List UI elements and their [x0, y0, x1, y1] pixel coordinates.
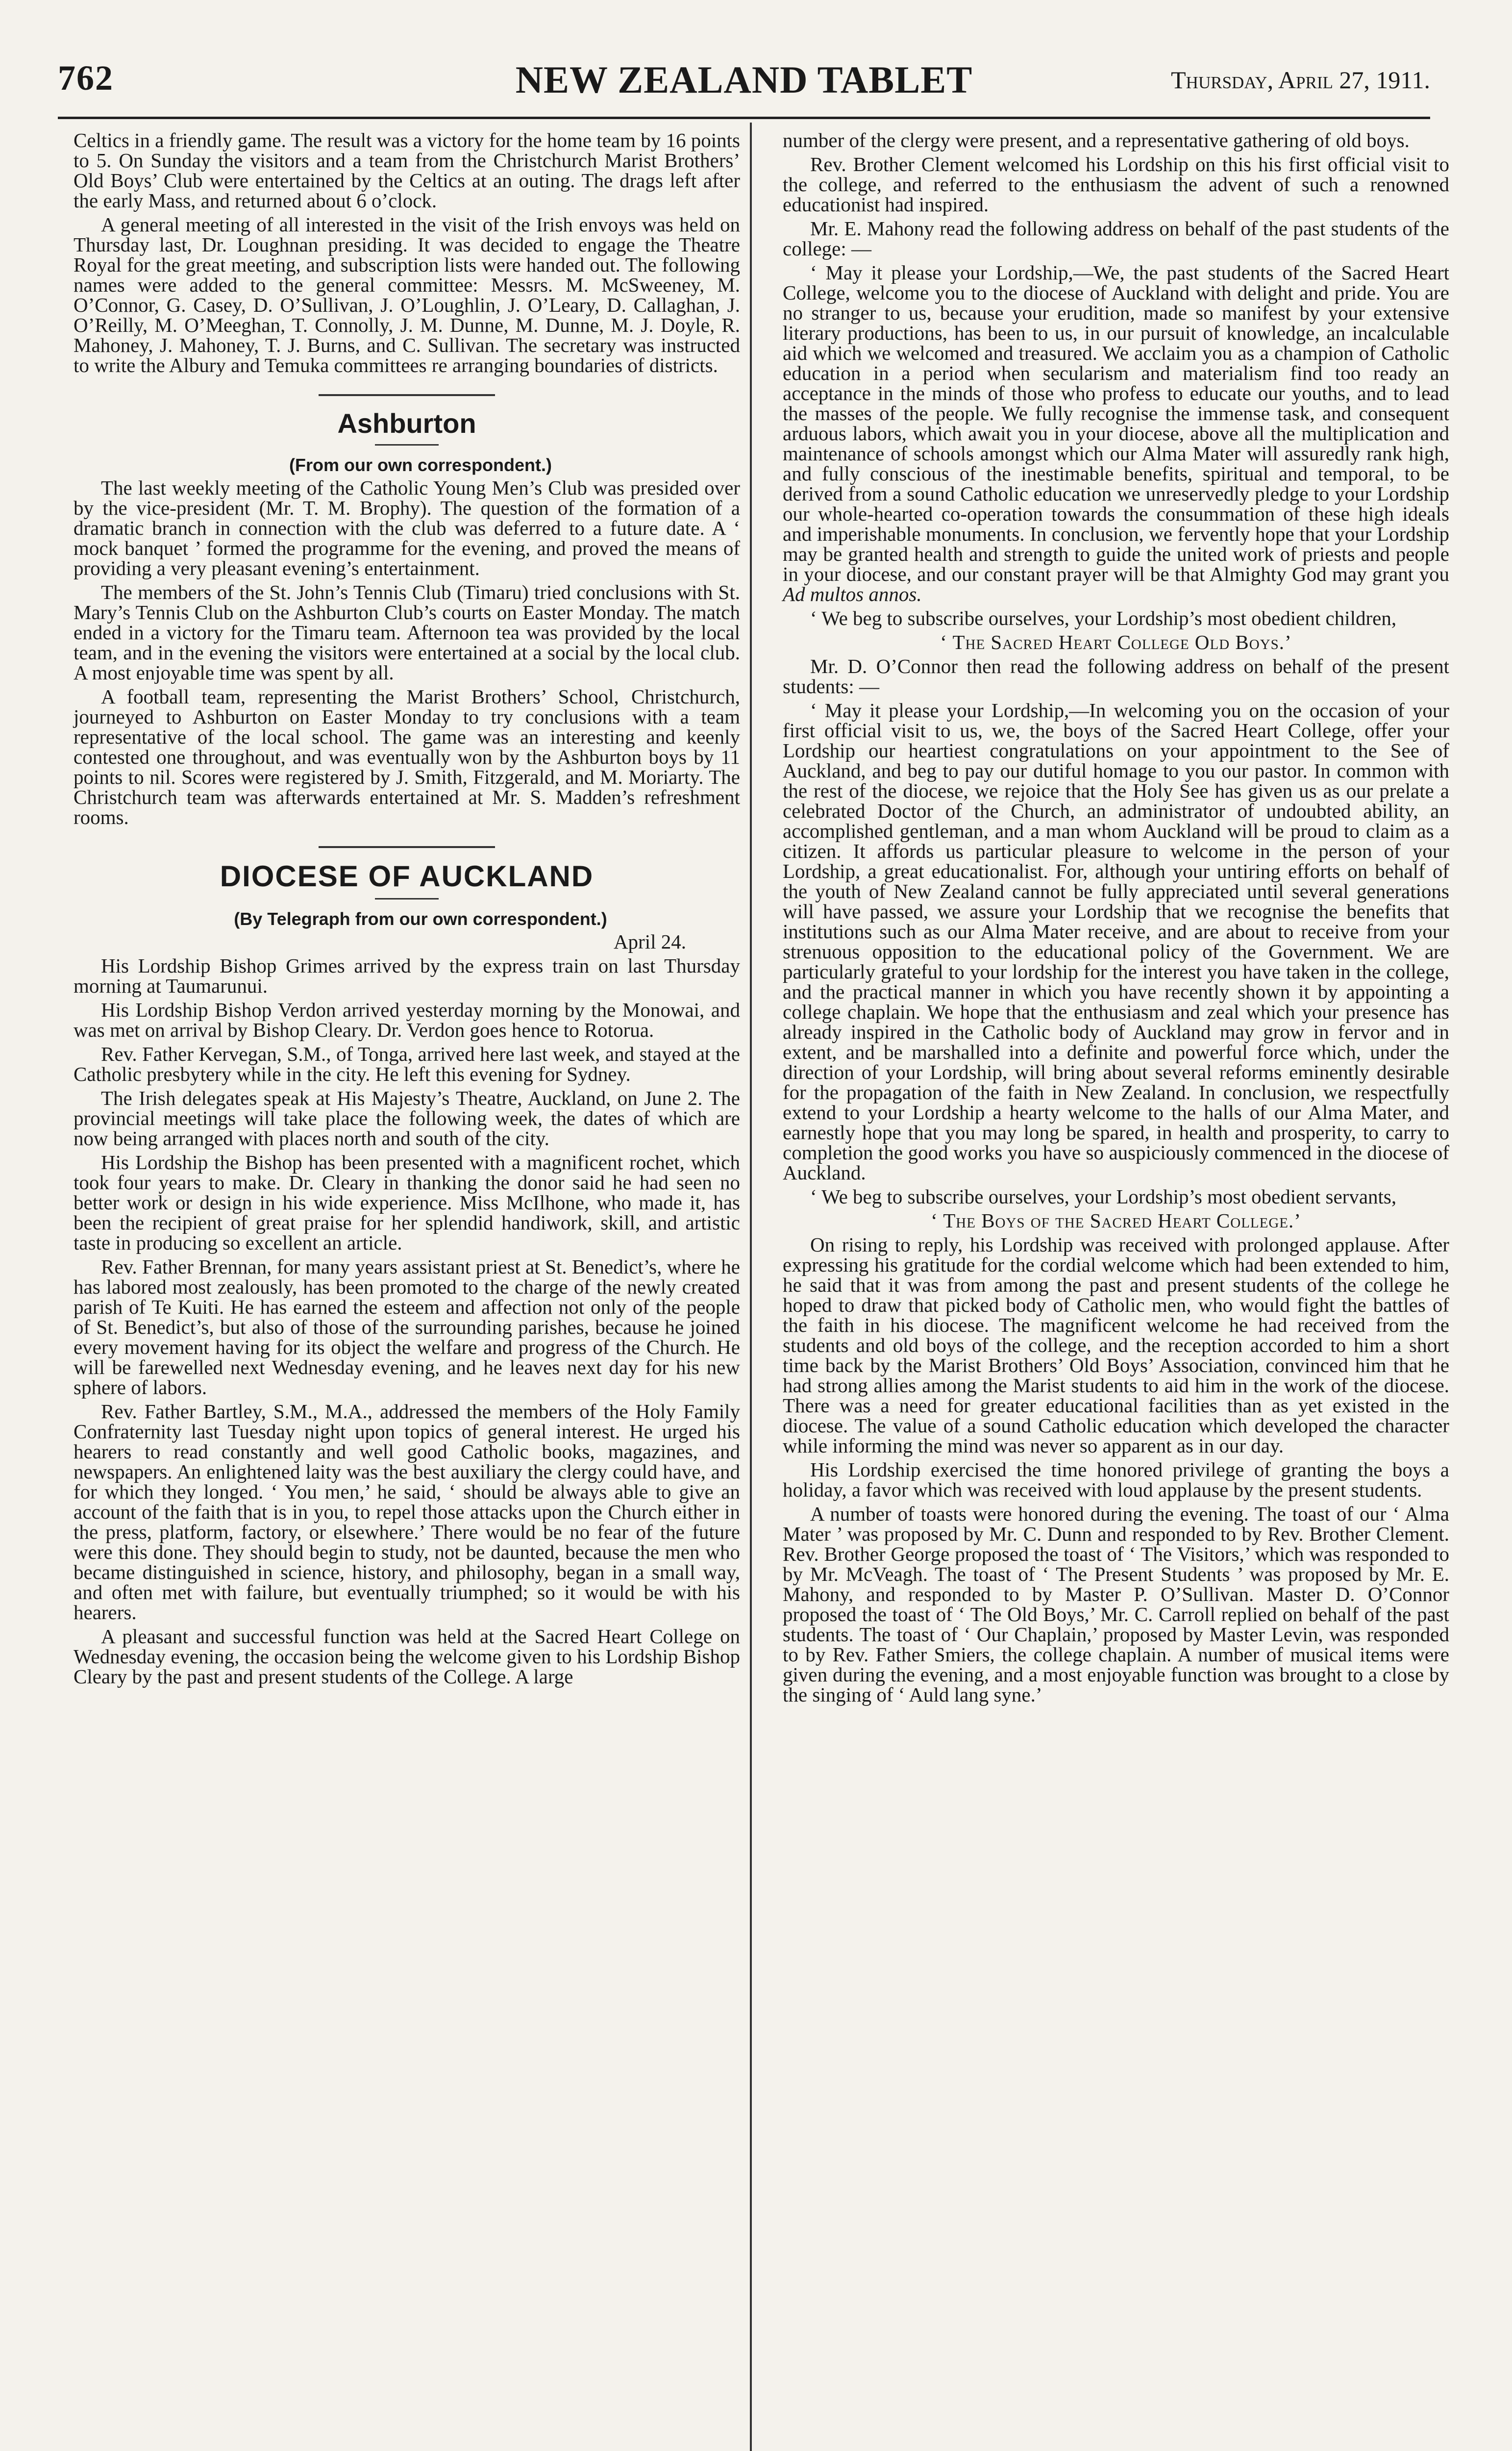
paragraph: The members of the St. John’s Tennis Club (Timaru) tried conclusions with St. Mary’s Tennis Club on the Ashburton Club’s courts on Easter Monday. The match ended in a victory for the Timaru team. Afternoon tea was provided by the local team, and in the evening the visitors were entertained at a social by the local club. A most enjoyable time was spent by all. [74, 581, 740, 684]
paragraph: His Lordship Bishop Grimes arrived by the express train on last Thursday morning at Taumarunui. [74, 954, 740, 997]
paragraph: Mr. E. Mahony read the following address on behalf of the past students of the college: — [783, 217, 1449, 260]
latin-phrase: Ad multos annos. [783, 583, 922, 605]
heading-rule [375, 898, 439, 900]
correspondent-note: (By Telegraph from our own correspondent.) [234, 909, 607, 929]
paragraph: ‘ We beg to subscribe ourselves, your Lordship’s most obedient children, [810, 607, 1397, 629]
paragraph: The last weekly meeting of the Catholic Young Men’s Club was presided over by the vice-president (Mr. T. M. Brophy). The question of the formation of a dramatic branch in connection with the club was deferred to a future date. A ‘ mock banquet ’ formed the programme for the evening, and proved the means of providing a very pleasant evening’s entertainment. [74, 476, 740, 579]
section-heading-ashburton: Ashburton [337, 408, 476, 439]
column-divider [750, 123, 752, 2451]
paragraph: ‘ May it please your Lordship,—In welcoming you on the occasion of your first official visit to us, we, the boys of the Sacred Heart College, offer your Lordship our heartiest congratulations on your appointment to the See of Auckland, and beg to pay our dutiful homage to you our pastor. In common with the rest of the diocese, we rejoice that the Holy See has given us as our prelate a celebrated Doctor of the Church, an administrator of undoubted ability, an accomplished gentleman, and a man whom Auckland will be proud to claim as a citizen. It affords us particular pleasure to welcome in the person of your Lordship, a great educationalist. For, although your untiring efforts on behalf of the youth of New Zealand cannot be fully appreciated until several generations will have passed, we assure your Lordship that we recognise the benefits that institutions such as our Alma Mater receive, and are about to receive from your strenuous opposition to the educational policy of the Government. We are particularly grateful to your lordship for the interest you have taken in the college, and the practical manner in which you have recently shown it by appointing a college chaplain. We hope that the enthusiasm and zeal which your presence has already inspired in the Catholic body of Auckland may grow in fervor and in extent, and be marshalled into a definite and powerful force which, under the direction of your Lordship, will bring about several reforms eminently desirable for the propagation of the faith in New Zealand. In conclusion, we respectfully extend to your Lordship a hearty welcome to the halls of our Alma Mater, and earnestly hope that you may long be spared, in health and prosperity, to carry to completion the good works you have so auspiciously commenced in the diocese of Auckland. [783, 699, 1449, 1184]
paragraph: A number of toasts were honored during the evening. The toast of our ‘ Alma Mater ’ was proposed by Mr. C. Dunn and responded to by Rev. Brother Clement. Rev. Brother George proposed the toast of ‘ The Visitors,’ which was responded to by Mr. McVeagh. The toast of ‘ The Present Students ’ was proposed by Mr. E. Mahony, and responded to by Master P. O’Sullivan. Master D. O’Connor proposed the toast of ‘ The Old Boys,’ Mr. C. Carroll replied on behalf of the past students. The toast of ‘ Our Chaplain,’ proposed by Master Levin, was responded to by Rev. Father Smiers, the college chaplain. A number of musical items were given during the evening, and a most enjoyable function was brought to a close by the singing of ‘ Auld lang syne.’ [783, 1502, 1449, 1706]
page-number: 762 [58, 58, 114, 98]
paragraph: Mr. D. O’Connor then read the following address on behalf of the present students: — [783, 655, 1449, 698]
section-separator [319, 846, 495, 848]
signature-line: ‘ The Sacred Heart College Old Boys.’ [940, 631, 1292, 653]
paragraph: His Lordship Bishop Verdon arrived yesterday morning by the Monowai, and was met on arrival by Bishop Cleary. Dr. Verdon goes hence to Rotorua. [74, 999, 740, 1041]
paragraph: number of the clergy were present, and a representative gathering of old boys. [783, 129, 1410, 151]
section-separator [319, 394, 495, 396]
paragraph: A pleasant and successful function was held at the Sacred Heart College on Wednesday evening, the occasion being the welcome given to his Lordship Bishop Cleary by the past and present students of the College. A large [74, 1625, 740, 1688]
heading-rule [375, 444, 439, 446]
dateline: April 24. [613, 930, 686, 953]
paragraph: His Lordship exercised the time honored privilege of granting the boys a holiday, a favor which was received with loud applause by the present students. [783, 1458, 1449, 1501]
paragraph: A football team, representing the Marist Brothers’ School, Christchurch, journeyed to Ashburton on Easter Monday to try conclusions with a team representative of the local school. The game was an interesting and keenly contested one throughout, and was eventually won by the Ashburton boys by 11 points to nil. Scores were registered by J. Smith, Fitzgerald, and M. Moriarty. The Christchurch team was afterwards entertained at Mr. S. Madden’s refreshment rooms. [74, 685, 740, 828]
paragraph: Rev. Brother Clement welcomed his Lordship on this his first official visit to the college, and referred to the enthusiasm the advent of such a renowned educationist had inspired. [783, 153, 1449, 216]
masthead-rule [58, 117, 1430, 119]
paragraph: Rev. Father Bartley, S.M., M.A., addressed the members of the Holy Family Confraternity last Tuesday night upon topics of general interest. He urged his hearers to read constantly and well good Catholic books, magazines, and newspapers. An enlightened laity was the best auxiliary the clergy could have, and for which they longed. ‘ You men,’ he said, ‘ should be always able to give an account of the faith that is in you, to repel those attacks upon the Church either in the press, platform, factory, or elsewhere.’ There would be no fear of the future were this done. They should begin to study, not be daunted, because the men who became distinguished in science, history, and philosophy, began in a small way, and often met with failure, but eventually triumphed; so it would be with his hearers. [74, 1400, 740, 1624]
section-heading-auckland: DIOCESE OF AUCKLAND [220, 860, 594, 893]
paragraph: On rising to reply, his Lordship was received with prolonged applause. After expressing his gratitude for the cordial welcome which had been extended to him, he said that it was from among the past and present students of the college he hoped to draw that picked body of Catholic men, who would fight the battles of the faith in his diocese. The magnificent welcome he had received from the students and old boys of the college, and the reception accorded to him a short time back by the Marist Brothers’ Old Boys’ Association, convinced him that he had strong allies among the Marist students to aid him in the work of the diocese. There was a need for greater educational facilities than as yet existed in the diocese. The value of a sound Catholic education which developed the character while informing the mind was never so apparent as in our day. [783, 1233, 1449, 1457]
paragraph: Rev. Father Kervegan, S.M., of Tonga, arrived here last week, and stayed at the Catholic presbytery while in the city. He left this evening for Sydney. [74, 1043, 740, 1085]
masthead [58, 58, 1430, 107]
right-column [783, 130, 1449, 1709]
signature-line: ‘ The Boys of the Sacred Heart College.’ [931, 1209, 1301, 1232]
address-paragraph [783, 263, 1449, 604]
paragraph: Celtics in a friendly game. The result was a victory for the home team by 16 points to 5. On Sunday the visitors and a team from the Christchurch Marist Brothers’ Old Boys’ Club were entertained by the Celtics at an outing. The drags left after the early Mass, and returned about 6 o’clock. [74, 129, 740, 212]
newspaper-title: NEW ZEALAND TABLET [515, 58, 973, 101]
paragraph: A general meeting of all interested in the visit of the Irish envoys was held on Thursday last, Dr. Loughnan presiding. It was decided to engage the Theatre Royal for the great meeting, and subscription lists were handed out. The following names were added to the general committee: Messrs. M. McSweeney, M. O’Connor, G. Casey, D. O’Sullivan, J. O’Loughlin, J. O’Leary, D. Callaghan, J. O’Reilly, M. O’Meeghan, T. Connolly, J. M. Dunne, M. Dunne, M. J. Doyle, R. Mahoney, J. Mahoney, T. J. Burns, and C. Sullivan. The secretary was instructed to write the Albury and Temuka committees re arranging boundaries of districts. [74, 213, 740, 376]
correspondent-note: (From our own correspondent.) [289, 455, 552, 475]
address-text: ‘ May it please your Lordship,—We, the past students of the Sacred Heart College, welcome you to the diocese of Auckland with delight and pride. You are no stranger to us, because your erudition, made so manifest by your extensive literary productions, has been to us, in our pursuit of knowledge, an incalculable aid which we welcomed and treasured. We acclaim you as a champion of Catholic education in a period when secularism and materialism find too ready an acceptance in the minds of those who profess to educate our youths, and to lead the masses of the people. We fully recognise the immense task, and consequent arduous labors, which await you in your diocese, above all the multiplication and maintenance of schools amongst which our Alma Mater will assuredly rank high, and fully conscious of the inestimable benefits, spiritual and temporal, to be derived from a sound Catholic education we unreservedly pledge to your Lordship our whole-hearted co-operation towards the consummation of these high ideals and imperishable monuments. In conclusion, we fervently hope that your Lordship may be granted health and strength to guide the united work of priests and people in your diocese, and our constant prayer will be that Almighty God may grant you [783, 261, 1449, 585]
paragraph: Rev. Father Brennan, for many years assistant priest at St. Benedict’s, where he has labored most zealously, has been promoted to the charge of the newly created parish of Te Kuiti. He has earned the esteem and affection not only of the people of St. Benedict’s, but also of those of the surrounding parishes, because he joined every movement having for its object the welfare and progress of the Church. He will be farewelled next Wednesday evening, and he leaves next day for his new sphere of labors. [74, 1255, 740, 1399]
paragraph: The Irish delegates speak at His Majesty’s Theatre, Auckland, on June 2. The provincial meetings will take place the following week, the dates of which are now being arranged with places north and south of the city. [74, 1087, 740, 1150]
issue-date: Thursday, April 27, 1911. [1171, 66, 1430, 94]
paragraph: His Lordship the Bishop has been presented with a magnificent rochet, which took four years to make. Dr. Cleary in thanking the donor said he had seen no better work or design in his wide experience. Miss McIlhone, who made it, has been the recipient of great praise for her splendid handiwork, skill, and artistic taste in producing so excellent an article. [74, 1151, 740, 1254]
left-column [74, 130, 740, 1691]
paragraph: ‘ We beg to subscribe ourselves, your Lordship’s most obedient servants, [810, 1185, 1397, 1208]
